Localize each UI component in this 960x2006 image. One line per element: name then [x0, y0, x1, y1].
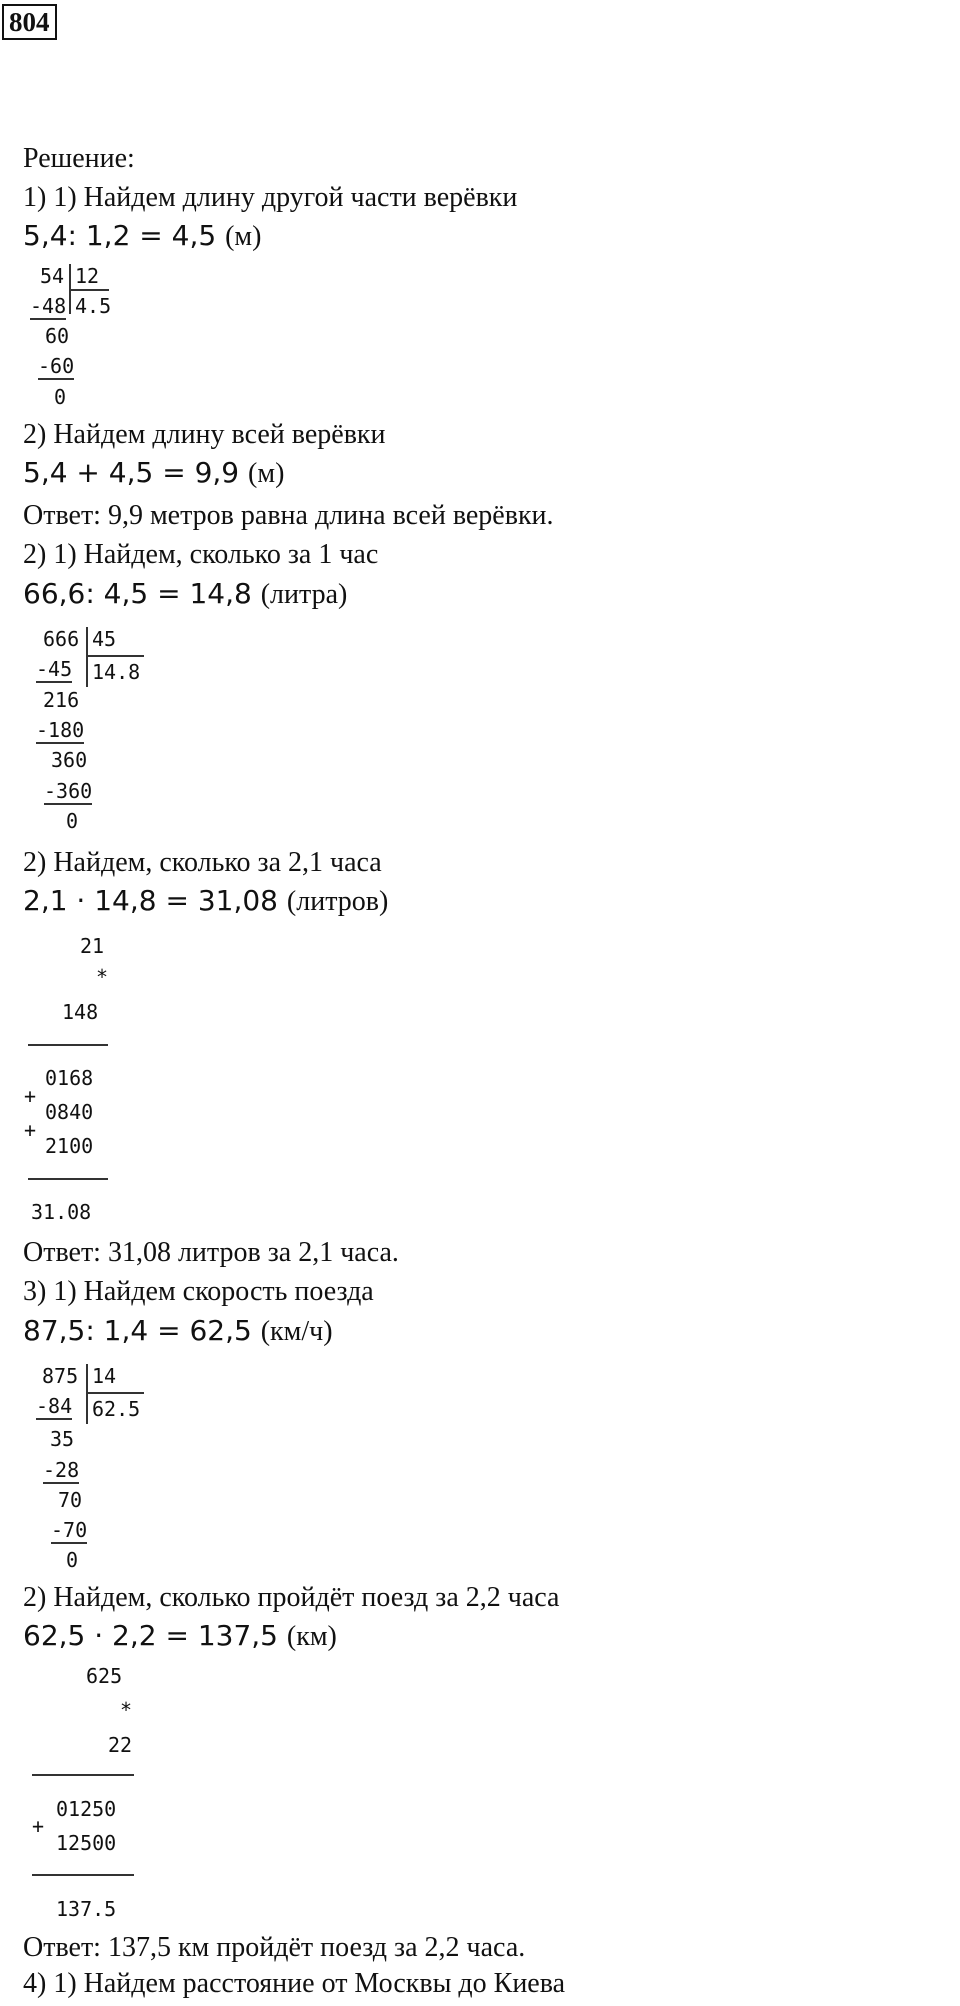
p2-answer: Ответ: 31,08 литров за 2,1 часа.	[23, 1237, 399, 1268]
p1-step1: 1) 1) Найдем длину другой части верёвки	[23, 182, 518, 213]
p1-step2: 2) Найдем длину всей верёвки	[23, 419, 386, 450]
p1-div-dividend: 54	[40, 264, 65, 288]
p3-mul-factor-a: 625	[86, 1664, 123, 1688]
p2-mul-partial: 0840	[45, 1100, 94, 1124]
p3-div-row: 35	[50, 1427, 75, 1451]
p2-mul-partial: 2100	[45, 1134, 94, 1158]
p1-div-quotient: 4.5	[75, 294, 112, 318]
p3-equation1: 87,5: 1,4 = 62,5 (км/ч)	[23, 1314, 333, 1347]
problem-number: 804	[2, 4, 57, 40]
p2-div-row: -360	[44, 779, 93, 803]
p3-equation2: 62,5 · 2,2 = 137,5 (км)	[23, 1619, 337, 1652]
p2-equation1: 66,6: 4,5 = 14,8 (литра)	[23, 577, 348, 610]
p1-div-row: -60	[38, 354, 75, 378]
p3-div-row: -70	[51, 1518, 88, 1542]
p2-mul-plus: +	[24, 1084, 37, 1108]
solution-heading: Решение:	[23, 143, 135, 174]
p1-equation2: 5,4 + 4,5 = 9,9 (м)	[23, 456, 285, 489]
p3-mul-operator: *	[120, 1698, 133, 1722]
p3-div-dividend: 875	[42, 1364, 79, 1388]
p2-equation2: 2,1 · 14,8 = 31,08 (литров)	[23, 884, 389, 917]
p2-mul-plus: +	[24, 1118, 37, 1142]
p2-step1: 2) 1) Найдем, сколько за 1 час	[23, 539, 379, 570]
p2-mul-partial: 0168	[45, 1066, 94, 1090]
p3-mul-plus: +	[32, 1814, 45, 1838]
p1-div-row: -48	[30, 294, 67, 318]
p3-div-row: 70	[58, 1488, 83, 1512]
p1-div-row: 60	[45, 324, 70, 348]
p2-div-row: 360	[51, 748, 88, 772]
p2-mul-factor-b: 148	[62, 1000, 99, 1024]
p2-mul-operator: *	[96, 965, 109, 989]
p3-step2: 2) Найдем, сколько пройдёт поезд за 2,2 часа	[23, 1582, 560, 1613]
p3-mul-partial: 01250	[56, 1797, 117, 1821]
p3-mul-result: 137.5	[56, 1897, 117, 1921]
p3-div-row: 0	[66, 1548, 79, 1572]
p2-mul-result: 31.08	[31, 1200, 92, 1224]
p2-div-divisor: 45	[92, 627, 117, 651]
p2-div-quotient: 14.8	[92, 660, 141, 684]
p2-div-dividend: 666	[43, 627, 80, 651]
p3-div-divisor: 14	[92, 1364, 117, 1388]
p3-div-row: -28	[43, 1458, 80, 1482]
p2-div-row: 216	[43, 688, 80, 712]
p2-div-row: -180	[36, 718, 85, 742]
p1-equation1: 5,4: 1,2 = 4,5 (м)	[23, 219, 262, 252]
p4-step1: 4) 1) Найдем расстояние от Москвы до Киева	[23, 1968, 566, 1999]
p3-div-row: -84	[36, 1394, 73, 1418]
p3-answer: Ответ: 137,5 км пройдёт поезд за 2,2 часа.	[23, 1932, 526, 1963]
p2-div-row: 0	[66, 809, 79, 833]
p3-step1: 3) 1) Найдем скорость поезда	[23, 1276, 374, 1307]
p1-div-divisor: 12	[75, 264, 100, 288]
p2-step2: 2) Найдем, сколько за 2,1 часа	[23, 847, 382, 878]
p2-div-row: -45	[36, 657, 73, 681]
p1-div-row: 0	[54, 385, 67, 409]
p3-mul-factor-b: 22	[108, 1733, 133, 1757]
p3-div-quotient: 62.5	[92, 1397, 141, 1421]
p2-mul-factor-a: 21	[80, 934, 105, 958]
p3-mul-partial: 12500	[56, 1831, 117, 1855]
p1-answer: Ответ: 9,9 метров равна длина всей верёвки.	[23, 500, 554, 531]
